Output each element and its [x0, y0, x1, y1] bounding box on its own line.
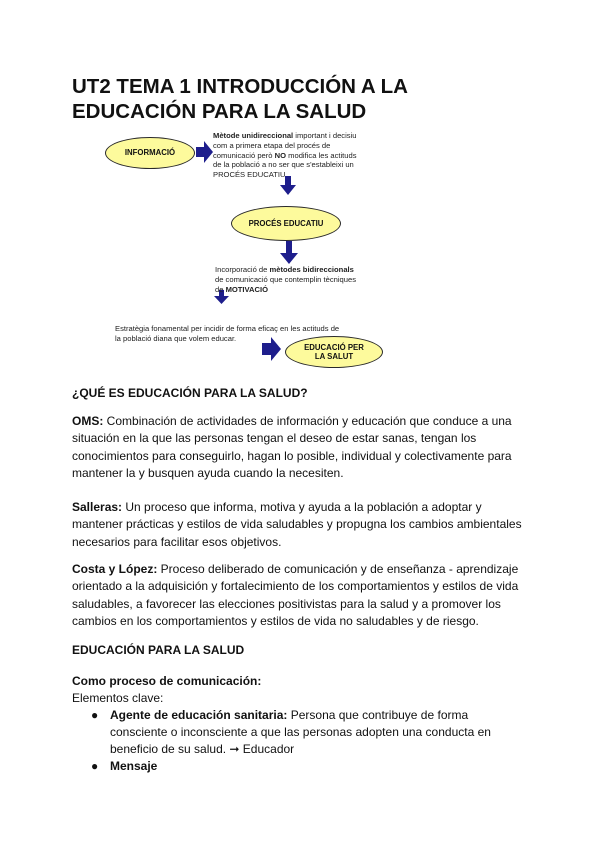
- section-heading-educacion: EDUCACIÓN PARA LA SALUD: [72, 643, 245, 657]
- title-line-1: UT2 TEMA 1 INTRODUCCIÓN A LA: [72, 75, 408, 98]
- list-item: ● Agente de educación sanitaria: Persona que contribuye de forma consciente o inconsciente a que las personas adopten una conducta en beneficio de su salud. ➞ Educador: [91, 708, 491, 756]
- oms-label: OMS:: [72, 414, 104, 428]
- list-item: ● Mensaje: [91, 759, 158, 773]
- definition-costa-lopez: Costa y López: Proceso deliberado de comunicación y de enseñanza - aprendizaje orientado a la adquisición y fortalecimiento de los comportamientos y estilos de vida saludables, a favorecer las elecciones positivistas para la salud y a promover los cambios en los comportamientos y estilos de vida no saludables y de riesgo.: [72, 562, 519, 629]
- definition-oms: OMS: Combinación de actividades de información y educación que conduce a una situación en la que las personas tengan el deseo de estar sanas, tengan los conocimientos para conseguirlo, hagan lo posible, individual y colectivamente para mantener la y busquen ayuda cuando la necesiten.: [72, 414, 512, 481]
- education-flow-diagram: [105, 128, 385, 368]
- oval-proces-label: PROCÉS EDUCATIU: [248, 218, 324, 228]
- oval-educacio-per-la-salut: EDUCACIÓ PER LA SALUT: [285, 336, 383, 368]
- bullet-dot: ●: [91, 708, 99, 722]
- arrow-right-1: [196, 141, 213, 163]
- definition-salleras: Salleras: Un proceso que informa, motiva y ayuda a la población a adoptar y mantener prácticas y estilos de vida saludables y propugna los cambios ambientales necesarios para facilitar esos objetivos.: [72, 500, 522, 549]
- section-heading-que-es: ¿QUÉ ES EDUCACIÓN PARA LA SALUD?: [72, 386, 308, 400]
- diagram-text-unidireccional: Mètode unidireccional important i decisiu com a primera etapa del procés de comunicació però NO modifica les actituds de la població a no ser que s'estableixi un PROCÉS EDUCATIU: [213, 131, 357, 180]
- key-elements-list: [72, 707, 491, 775]
- subheading-comunicacion: Como proceso de comunicación: Elementos clave:: [72, 673, 532, 708]
- intro-elementos: Elementos clave:: [72, 691, 164, 706]
- salleras-label: Salleras:: [72, 500, 123, 514]
- bullet-dot: ●: [91, 759, 99, 773]
- arrow-down-2: [280, 241, 298, 264]
- page-title: [72, 74, 542, 124]
- oval-proces-educatiu: [231, 206, 341, 241]
- diagram-text-bidireccionals: Incorporació de mètodes bidireccionals de comunicació que contemplin tècniques de MOTIVACIÓ: [215, 265, 356, 294]
- diagram-text-estrategia: Estratègia fonamental per incidir de forma eficaç en les actituds de la població diana que volem educar.: [115, 324, 340, 343]
- costa-label: Costa y López:: [72, 562, 158, 576]
- oval-informacio-label: INFORMACIÓ: [124, 148, 176, 158]
- title-line-2: EDUCACIÓN PARA LA SALUD: [72, 100, 367, 123]
